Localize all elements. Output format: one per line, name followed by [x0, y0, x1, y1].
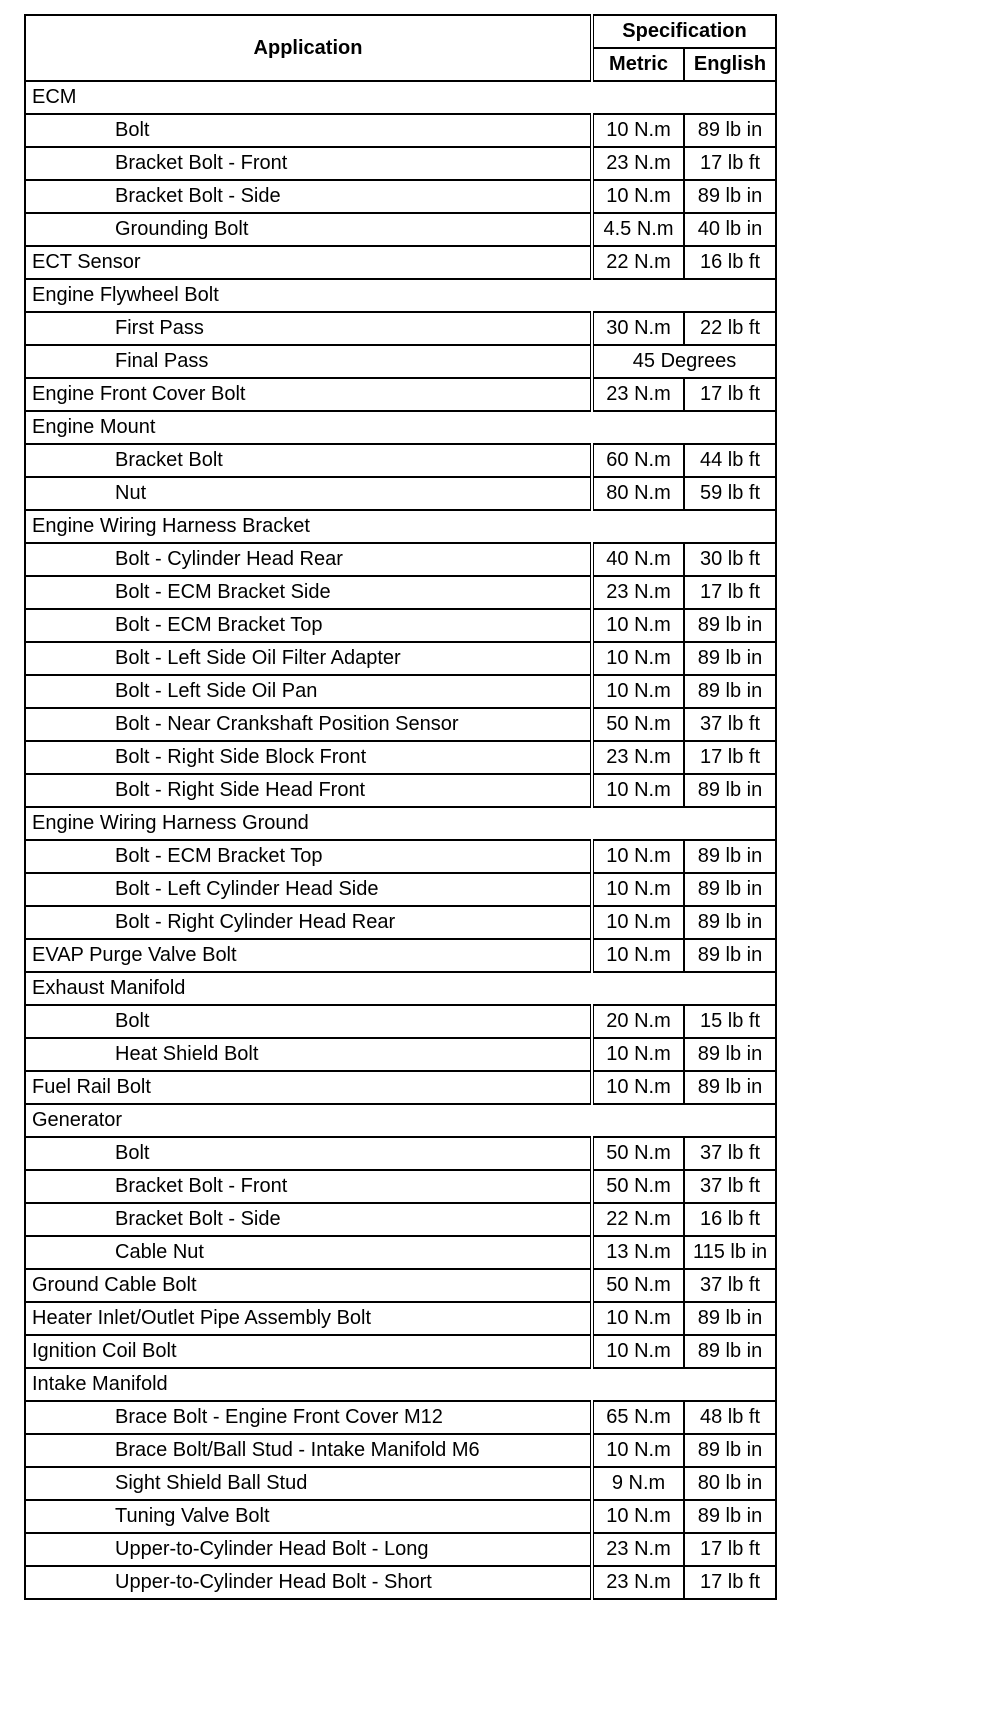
- english-cell: 37 lb ft: [684, 1137, 776, 1170]
- group-row: [25, 279, 776, 312]
- spec-cell-combined: 45 Degrees: [592, 345, 776, 378]
- application-cell: Bolt - ECM Bracket Top: [25, 840, 592, 873]
- application-cell: Brace Bolt/Ball Stud - Intake Manifold M6: [25, 1434, 592, 1467]
- english-cell: 115 lb in: [684, 1236, 776, 1269]
- application-cell: Upper-to-Cylinder Head Bolt - Long: [25, 1533, 592, 1566]
- application-cell: Heat Shield Bolt: [25, 1038, 592, 1071]
- table-row: [25, 1533, 776, 1566]
- table-row: [25, 213, 776, 246]
- english-cell: 89 lb in: [684, 840, 776, 873]
- table-row: [25, 1500, 776, 1533]
- metric-cell: 50 N.m: [592, 1269, 684, 1302]
- application-cell: Sight Shield Ball Stud: [25, 1467, 592, 1500]
- group-row: [25, 411, 776, 444]
- metric-cell: 22 N.m: [592, 1203, 684, 1236]
- table-row: [25, 708, 776, 741]
- english-cell: 40 lb in: [684, 213, 776, 246]
- metric-cell: 65 N.m: [592, 1401, 684, 1434]
- application-cell: Tuning Valve Bolt: [25, 1500, 592, 1533]
- table-row: [25, 1434, 776, 1467]
- english-cell: 17 lb ft: [684, 741, 776, 774]
- application-cell: Upper-to-Cylinder Head Bolt - Short: [25, 1566, 592, 1599]
- english-cell: 89 lb in: [684, 642, 776, 675]
- application-cell: Heater Inlet/Outlet Pipe Assembly Bolt: [25, 1302, 592, 1335]
- english-cell: 89 lb in: [684, 1071, 776, 1104]
- group-row: [25, 1104, 776, 1137]
- application-cell: Bolt - ECM Bracket Top: [25, 609, 592, 642]
- english-cell: 89 lb in: [684, 774, 776, 807]
- header-specification: Specification: [592, 15, 776, 48]
- table-row: [25, 1401, 776, 1434]
- english-cell: 89 lb in: [684, 1500, 776, 1533]
- english-cell: 17 lb ft: [684, 1533, 776, 1566]
- group-row: [25, 81, 776, 114]
- application-cell: Bolt: [25, 1137, 592, 1170]
- metric-cell: 80 N.m: [592, 477, 684, 510]
- application-cell: Engine Front Cover Bolt: [25, 378, 592, 411]
- application-cell: First Pass: [25, 312, 592, 345]
- table-row: [25, 114, 776, 147]
- metric-cell: 10 N.m: [592, 1038, 684, 1071]
- group-label: Exhaust Manifold: [25, 972, 776, 1005]
- torque-spec-table: [24, 14, 777, 1600]
- metric-cell: 4.5 N.m: [592, 213, 684, 246]
- metric-cell: 10 N.m: [592, 642, 684, 675]
- header-application: Application: [25, 15, 592, 81]
- metric-cell: 10 N.m: [592, 774, 684, 807]
- application-cell: Bolt - Right Side Block Front: [25, 741, 592, 774]
- application-cell: Bolt - Left Side Oil Filter Adapter: [25, 642, 592, 675]
- application-cell: Bolt - Left Side Oil Pan: [25, 675, 592, 708]
- application-cell: Brace Bolt - Engine Front Cover M12: [25, 1401, 592, 1434]
- english-cell: 59 lb ft: [684, 477, 776, 510]
- metric-cell: 13 N.m: [592, 1236, 684, 1269]
- english-cell: 89 lb in: [684, 873, 776, 906]
- metric-cell: 23 N.m: [592, 1566, 684, 1599]
- table-row: [25, 543, 776, 576]
- table-row: [25, 312, 776, 345]
- metric-cell: 23 N.m: [592, 1533, 684, 1566]
- metric-cell: 10 N.m: [592, 609, 684, 642]
- application-cell: Bolt: [25, 1005, 592, 1038]
- english-cell: 17 lb ft: [684, 147, 776, 180]
- english-cell: 89 lb in: [684, 1434, 776, 1467]
- metric-cell: 10 N.m: [592, 939, 684, 972]
- table-header: [25, 15, 776, 81]
- table-row: [25, 147, 776, 180]
- metric-cell: 10 N.m: [592, 675, 684, 708]
- english-cell: 16 lb ft: [684, 246, 776, 279]
- table-row: [25, 1566, 776, 1599]
- application-cell: Nut: [25, 477, 592, 510]
- table-row: [25, 180, 776, 213]
- application-cell: Bracket Bolt - Side: [25, 1203, 592, 1236]
- table-row: [25, 774, 776, 807]
- metric-cell: 23 N.m: [592, 378, 684, 411]
- english-cell: 37 lb ft: [684, 708, 776, 741]
- metric-cell: 10 N.m: [592, 1335, 684, 1368]
- metric-cell: 10 N.m: [592, 1434, 684, 1467]
- metric-cell: 10 N.m: [592, 906, 684, 939]
- table-row: [25, 675, 776, 708]
- application-cell: Grounding Bolt: [25, 213, 592, 246]
- english-cell: 17 lb ft: [684, 1566, 776, 1599]
- table-row: [25, 1005, 776, 1038]
- metric-cell: 10 N.m: [592, 1302, 684, 1335]
- metric-cell: 10 N.m: [592, 873, 684, 906]
- group-label: Engine Flywheel Bolt: [25, 279, 776, 312]
- metric-cell: 20 N.m: [592, 1005, 684, 1038]
- english-cell: 17 lb ft: [684, 576, 776, 609]
- english-cell: 80 lb in: [684, 1467, 776, 1500]
- english-cell: 89 lb in: [684, 939, 776, 972]
- metric-cell: 40 N.m: [592, 543, 684, 576]
- metric-cell: 9 N.m: [592, 1467, 684, 1500]
- table-row: [25, 1335, 776, 1368]
- group-row: [25, 972, 776, 1005]
- group-label: Generator: [25, 1104, 776, 1137]
- group-label: Engine Wiring Harness Bracket: [25, 510, 776, 543]
- metric-cell: 30 N.m: [592, 312, 684, 345]
- table-row: [25, 939, 776, 972]
- english-cell: 37 lb ft: [684, 1269, 776, 1302]
- english-cell: 89 lb in: [684, 180, 776, 213]
- english-cell: 89 lb in: [684, 1335, 776, 1368]
- english-cell: 48 lb ft: [684, 1401, 776, 1434]
- table-row: [25, 477, 776, 510]
- application-cell: Bolt - ECM Bracket Side: [25, 576, 592, 609]
- group-label: ECM: [25, 81, 776, 114]
- table-row: [25, 906, 776, 939]
- english-cell: 89 lb in: [684, 675, 776, 708]
- table-row: [25, 378, 776, 411]
- table-row: [25, 1302, 776, 1335]
- metric-cell: 10 N.m: [592, 1071, 684, 1104]
- table-row: [25, 576, 776, 609]
- table-row: [25, 1170, 776, 1203]
- group-row: [25, 510, 776, 543]
- table-row: [25, 1203, 776, 1236]
- table-body: [25, 81, 776, 1599]
- group-label: Engine Mount: [25, 411, 776, 444]
- application-cell: ECT Sensor: [25, 246, 592, 279]
- english-cell: 16 lb ft: [684, 1203, 776, 1236]
- application-cell: Bolt - Near Crankshaft Position Sensor: [25, 708, 592, 741]
- group-row: [25, 807, 776, 840]
- metric-cell: 10 N.m: [592, 114, 684, 147]
- application-cell: Bracket Bolt: [25, 444, 592, 477]
- metric-cell: 50 N.m: [592, 708, 684, 741]
- application-cell: Bolt - Cylinder Head Rear: [25, 543, 592, 576]
- application-cell: Bracket Bolt - Front: [25, 1170, 592, 1203]
- table-row: [25, 1071, 776, 1104]
- english-cell: 22 lb ft: [684, 312, 776, 345]
- application-cell: Ignition Coil Bolt: [25, 1335, 592, 1368]
- table-row: [25, 609, 776, 642]
- table-row: [25, 246, 776, 279]
- application-cell: Final Pass: [25, 345, 592, 378]
- english-cell: 44 lb ft: [684, 444, 776, 477]
- application-cell: Fuel Rail Bolt: [25, 1071, 592, 1104]
- header-metric: Metric: [592, 48, 684, 81]
- application-cell: Bracket Bolt - Side: [25, 180, 592, 213]
- metric-cell: 23 N.m: [592, 147, 684, 180]
- table-row: [25, 642, 776, 675]
- header-english: English: [684, 48, 776, 81]
- application-cell: Ground Cable Bolt: [25, 1269, 592, 1302]
- metric-cell: 23 N.m: [592, 741, 684, 774]
- table-row: [25, 1467, 776, 1500]
- english-cell: 89 lb in: [684, 114, 776, 147]
- table-row: [25, 1137, 776, 1170]
- english-cell: 15 lb ft: [684, 1005, 776, 1038]
- application-cell: Bracket Bolt - Front: [25, 147, 592, 180]
- english-cell: 89 lb in: [684, 1302, 776, 1335]
- metric-cell: 22 N.m: [592, 246, 684, 279]
- metric-cell: 50 N.m: [592, 1137, 684, 1170]
- table-row: [25, 1038, 776, 1071]
- application-cell: Bolt - Right Cylinder Head Rear: [25, 906, 592, 939]
- table-row: [25, 840, 776, 873]
- metric-cell: 10 N.m: [592, 180, 684, 213]
- application-cell: Cable Nut: [25, 1236, 592, 1269]
- table-row: [25, 1269, 776, 1302]
- group-label: Engine Wiring Harness Ground: [25, 807, 776, 840]
- metric-cell: 50 N.m: [592, 1170, 684, 1203]
- english-cell: 30 lb ft: [684, 543, 776, 576]
- table-row: [25, 873, 776, 906]
- table-row: [25, 345, 776, 378]
- metric-cell: 23 N.m: [592, 576, 684, 609]
- metric-cell: 60 N.m: [592, 444, 684, 477]
- english-cell: 89 lb in: [684, 1038, 776, 1071]
- metric-cell: 10 N.m: [592, 840, 684, 873]
- application-cell: Bolt: [25, 114, 592, 147]
- application-cell: EVAP Purge Valve Bolt: [25, 939, 592, 972]
- english-cell: 89 lb in: [684, 609, 776, 642]
- english-cell: 89 lb in: [684, 906, 776, 939]
- application-cell: Bolt - Right Side Head Front: [25, 774, 592, 807]
- english-cell: 17 lb ft: [684, 378, 776, 411]
- table-row: [25, 1236, 776, 1269]
- application-cell: Bolt - Left Cylinder Head Side: [25, 873, 592, 906]
- group-label: Intake Manifold: [25, 1368, 776, 1401]
- group-row: [25, 1368, 776, 1401]
- table-row: [25, 444, 776, 477]
- table-row: [25, 741, 776, 774]
- english-cell: 37 lb ft: [684, 1170, 776, 1203]
- metric-cell: 10 N.m: [592, 1500, 684, 1533]
